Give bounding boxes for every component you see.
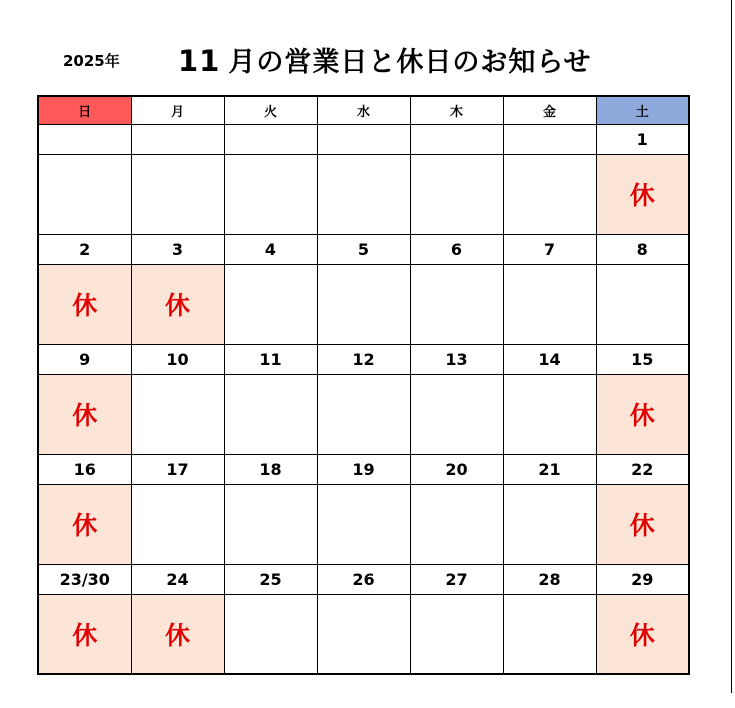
day-number: 3: [131, 234, 224, 264]
day-number: 18: [224, 454, 317, 484]
day-number: 14: [503, 344, 596, 374]
week-body-row: [38, 154, 689, 234]
day-number: 23/30: [38, 564, 131, 594]
weekday-wed: 水: [317, 96, 410, 124]
day-number: 5: [317, 234, 410, 264]
day-cell: [224, 154, 317, 234]
day-cell: [596, 264, 689, 344]
day-number: 16: [38, 454, 131, 484]
day-cell: [38, 154, 131, 234]
holiday-cell: 休: [38, 264, 131, 344]
holiday-cell: 休: [596, 154, 689, 234]
day-cell: [131, 374, 224, 454]
week-number-row: [38, 124, 689, 154]
week-body-row: [38, 484, 689, 564]
day-cell: [503, 484, 596, 564]
day-cell: [503, 154, 596, 234]
day-number: [224, 124, 317, 154]
calendar-body: [38, 124, 689, 674]
day-number: 20: [410, 454, 503, 484]
day-number: 6: [410, 234, 503, 264]
week-body-row: [38, 264, 689, 344]
weekday-header-row: [38, 96, 689, 124]
day-number: 24: [131, 564, 224, 594]
day-cell: [317, 374, 410, 454]
day-number: 2: [38, 234, 131, 264]
week-number-row: [38, 344, 689, 374]
divider-line: [731, 0, 732, 693]
title-text: 月の営業日と休日のお知らせ: [228, 47, 592, 78]
day-number: 13: [410, 344, 503, 374]
day-number: [317, 124, 410, 154]
week-number-row: [38, 234, 689, 264]
day-cell: [410, 594, 503, 674]
holiday-cell: 休: [38, 374, 131, 454]
holiday-cell: 休: [131, 594, 224, 674]
day-number: 29: [596, 564, 689, 594]
day-cell: [131, 484, 224, 564]
day-number: 19: [317, 454, 410, 484]
day-cell: [410, 374, 503, 454]
holiday-cell: 休: [596, 374, 689, 454]
week-body-row: [38, 374, 689, 454]
day-number: 8: [596, 234, 689, 264]
day-number: 11: [224, 344, 317, 374]
weekday-mon: 月: [131, 96, 224, 124]
day-cell: [224, 484, 317, 564]
holiday-cell: 休: [38, 594, 131, 674]
day-number: 21: [503, 454, 596, 484]
day-number: [410, 124, 503, 154]
day-cell: [503, 594, 596, 674]
month-number: 11: [178, 44, 221, 78]
day-number: 25: [224, 564, 317, 594]
day-cell: [224, 374, 317, 454]
day-number: 12: [317, 344, 410, 374]
day-cell: [317, 484, 410, 564]
day-number: [38, 124, 131, 154]
day-cell: [503, 374, 596, 454]
week-body-row: [38, 594, 689, 674]
holiday-cell: 休: [596, 484, 689, 564]
week-number-row: [38, 454, 689, 484]
day-cell: [131, 154, 224, 234]
day-number: 7: [503, 234, 596, 264]
day-number: [503, 124, 596, 154]
weekday-tue: 火: [224, 96, 317, 124]
day-number: [131, 124, 224, 154]
day-cell: [317, 154, 410, 234]
week-number-row: [38, 564, 689, 594]
day-number: 22: [596, 454, 689, 484]
weekday-fri: 金: [503, 96, 596, 124]
day-number: 28: [503, 564, 596, 594]
day-number: 10: [131, 344, 224, 374]
year-label: 2025年: [63, 52, 120, 70]
day-cell: [410, 264, 503, 344]
page-title: [178, 40, 592, 79]
day-number: 9: [38, 344, 131, 374]
day-number: 26: [317, 564, 410, 594]
day-cell: [224, 594, 317, 674]
day-cell: [317, 264, 410, 344]
day-cell: [317, 594, 410, 674]
day-cell: [410, 484, 503, 564]
weekday-thu: 木: [410, 96, 503, 124]
weekday-sat: 土: [596, 96, 689, 124]
holiday-cell: 休: [131, 264, 224, 344]
day-number: 15: [596, 344, 689, 374]
day-number: 27: [410, 564, 503, 594]
day-number: 17: [131, 454, 224, 484]
weekday-sun: 日: [38, 96, 131, 124]
day-number: 4: [224, 234, 317, 264]
holiday-cell: 休: [596, 594, 689, 674]
day-cell: [503, 264, 596, 344]
day-number: 1: [596, 124, 689, 154]
day-cell: [224, 264, 317, 344]
calendar-table: [37, 95, 690, 675]
holiday-cell: 休: [38, 484, 131, 564]
day-cell: [410, 154, 503, 234]
